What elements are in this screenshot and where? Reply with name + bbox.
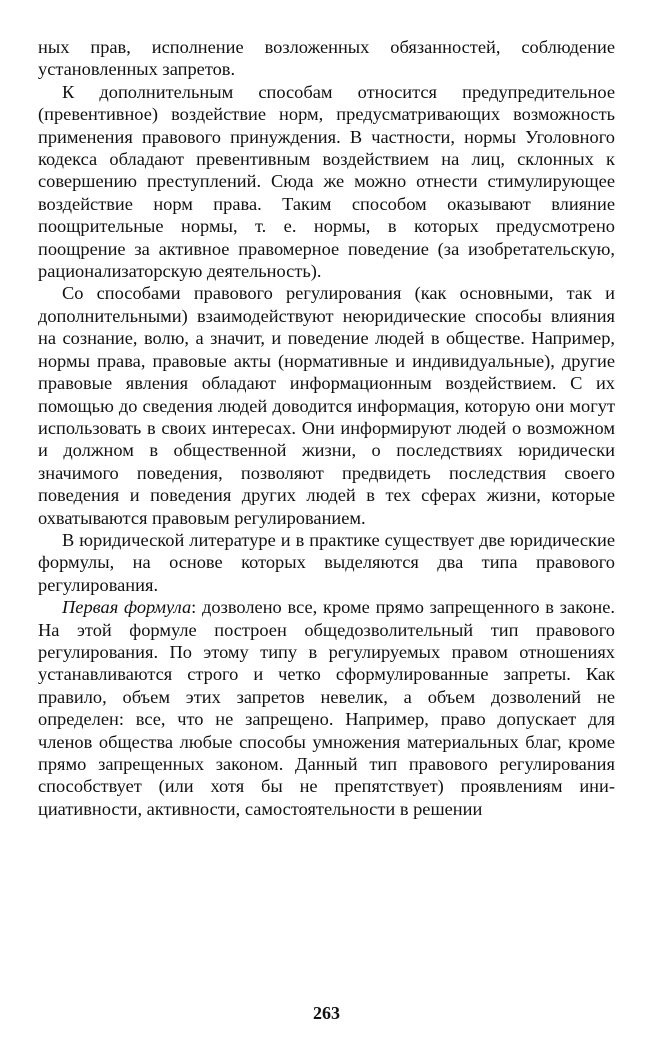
paragraph-two-formulas: В юридической литературе и в практике существует две юридические формулы, на основе которых выделяются два типа правового регулирования.: [38, 529, 615, 595]
paragraph-additional-methods: К дополнительным способам относится предупредительное (превентивное) воздействие норм, предусматривающих возможность применения правового принуждения. В частности, нормы Уголовного кодекса обладают превентивным воздействием на лиц, склонных к совершению преступлений. Сюда же можно отнести стимулирующее воздействие норм права. Таким способом оказывают влияние поощрительные нормы, т. е. нормы, в которых предусмотрено поощрение за активное правомерное поведение (за изобретательскую, рационализаторскую деятельность).: [38, 81, 615, 282]
page-number: 263: [313, 1003, 340, 1023]
first-formula-term: Первая формула: [62, 597, 192, 618]
first-formula-text: : дозволено все, кроме прямо запрещенного в законе. На этой формуле построен общедозволительный тип правового регулирования. По этому типу в регулируемых правом отношениях устанавливаются строго и четко сформулированные запреты. Как правило, объем этих запретов невелик, а объем дозволений не определен: все, что не запрещено. Например, право допускает для членов общества любые способы умножения материальных благ, кроме прямо запрещенных законом. Данный тип правового регулирования способствует (или хотя бы не препятствует) проявлениям инициативности, активности, самостоятельности в решении: [38, 597, 615, 819]
paragraph-first-formula: [38, 596, 615, 820]
page-body: [38, 36, 615, 820]
paragraph-non-legal-methods: Со способами правового регулирования (как основными, так и дополнительными) взаимодействуют неюридические способы влияния на сознание, волю, а значит, и поведение людей в обществе. Например, нормы права, правовые акты (нормативные и индивидуальные), другие правовые явления обладают информационным воздействием. С их помощью до сведения людей доводится информация, которую они могут использовать в своих интересах. Они информируют людей о возможном и должном в общественной жизни, о последствиях юридически значимого поведения, позволяют предвидеть последствия своего поведения и поведения других людей в тех сферах жизни, которые охватываются правовым регулированием.: [38, 283, 615, 528]
paragraph-continuation: ных прав, исполнение возложенных обязанностей, соблюдение установленных запретов.: [38, 37, 615, 80]
